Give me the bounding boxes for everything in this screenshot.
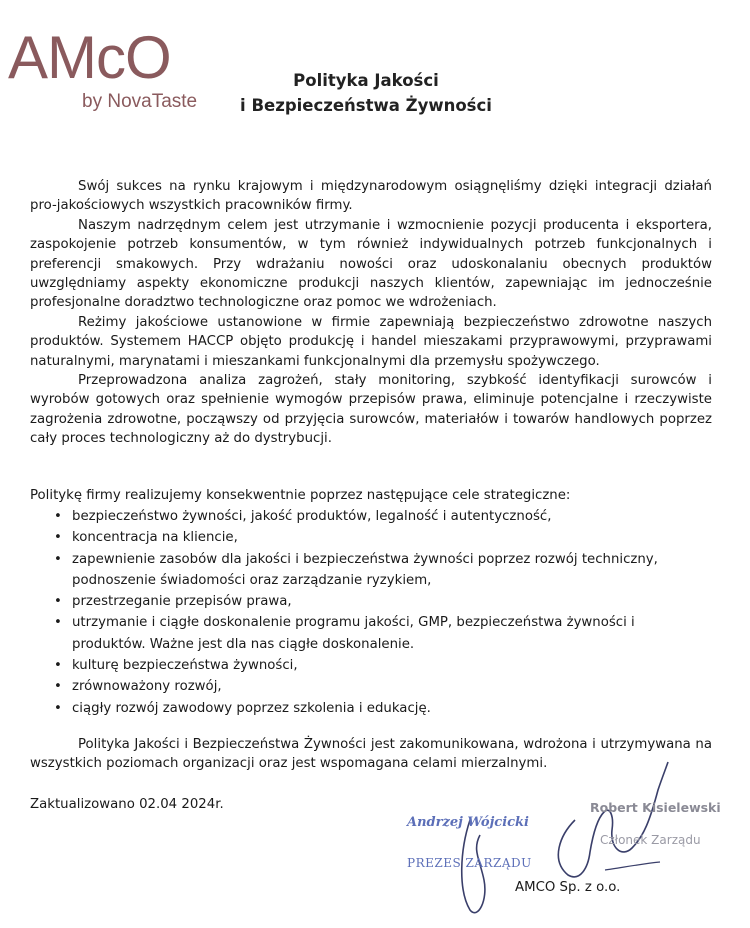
goal-item: • zrównoważony rozwój,: [54, 676, 694, 697]
goal-item: • utrzymanie i ciągłe doskonalenie programu jakości, GMP, bezpieczeństwa żywności i produktów. Ważne jest dla nas ciągłe doskonalenie.: [54, 612, 694, 655]
stamp-role-left: PREZES ZARZĄDU: [407, 856, 532, 870]
stamp-role-right: Członek Zarządu: [600, 833, 701, 847]
company-logo: [8, 26, 208, 116]
policy-body: [30, 177, 712, 449]
goal-item: • przestrzeganie przepisów prawa,: [54, 591, 694, 612]
paragraph-intro: Swój sukces na rynku krajowym i międzynarodowym osiągnęliśmy dzięki integracji działań pro-jakościowych wszystkich pracowników firmy.: [30, 179, 712, 214]
update-date: Zaktualizowano 02.04 2024r.: [30, 797, 224, 812]
paragraph-haccp: Reżimy jakościowe ustanowione w firmie zapewniają bezpieczeństwo zdrowotne naszych produktów. Systemem HACCP objęto produkcję i handel mieszakami przyprawowymi, przyprawami naturalnymi, marynatami i mieszankami funkcjonalnymi dla przemysłu spożywczego.: [30, 314, 712, 369]
company-name: AMCO Sp. z o.o.: [515, 880, 621, 895]
goal-item: • koncentracja na kliencie,: [54, 527, 694, 548]
paragraph-analysis: Przeprowadzona analiza zagrożeń, stały monitoring, szybkość identyfikacji surowców i wyrobów gotowych oraz spełnienie wymogów przepisów prawa, eliminuje potencjalne i rzeczywiste zagrożenia zdrowotne, począwszy od przyjęcia surowców, materiałów i towarów handlowych poprzez cały proces technologiczny aż do dystrybucji.: [30, 373, 712, 447]
goals-intro: Politykę firmy realizujemy konsekwentnie poprzez następujące cele strategiczne:: [30, 488, 571, 503]
paragraph-mission: Naszym nadrzędnym celem jest utrzymanie i wzmocnienie pozycji producenta i eksportera, zaspokojenie potrzeb konsumentów, w tym również indywidualnych potrzeb funkcjonalnych i preferencji smakowych. Przy wdrażaniu nowości oraz udoskonalaniu obecnych produktów uwzględniamy aspekty ekonomiczne produkcji naszych klientów, zapewniając im jednocześnie profesjonalne doradztwo technologiczne oraz pomoc we wdrożeniach.: [30, 217, 712, 311]
goal-item: • ciągły rozwój zawodowy poprzez szkolenia i edukację.: [54, 698, 694, 719]
goal-item: • zapewnienie zasobów dla jakości i bezpieczeństwa żywności poprzez rozwój techniczny, podnoszenie świadomości oraz zarządzanie ryzykiem,: [54, 549, 694, 592]
signature-underline: [605, 862, 660, 870]
document-title: [230, 68, 502, 118]
title-line-1: Polityka Jakości: [293, 71, 439, 90]
goal-item: • kulturę bezpieczeństwa żywności,: [54, 655, 694, 676]
goal-item: • bezpieczeństwo żywności, jakość produktów, legalność i autentyczność,: [54, 506, 694, 527]
signature-scribble-right: [558, 762, 668, 877]
stamp-name-left: Andrzej Wójcicki: [407, 815, 529, 830]
title-line-2: i Bezpieczeństwa Żywności: [240, 96, 492, 115]
logo-tagline: by NovaTaste: [82, 91, 198, 112]
logo-wordmark: AMcO: [8, 24, 171, 91]
goals-list: [54, 506, 694, 719]
stamp-name-right: Robert Kisielewski: [590, 800, 721, 815]
closing-statement: Polityka Jakości i Bezpieczeństwa Żywności jest zakomunikowana, wdrożona i utrzymywana na wszystkich poziomach organizacji oraz jest wspomagana celami mierzalnymi.: [30, 737, 712, 772]
